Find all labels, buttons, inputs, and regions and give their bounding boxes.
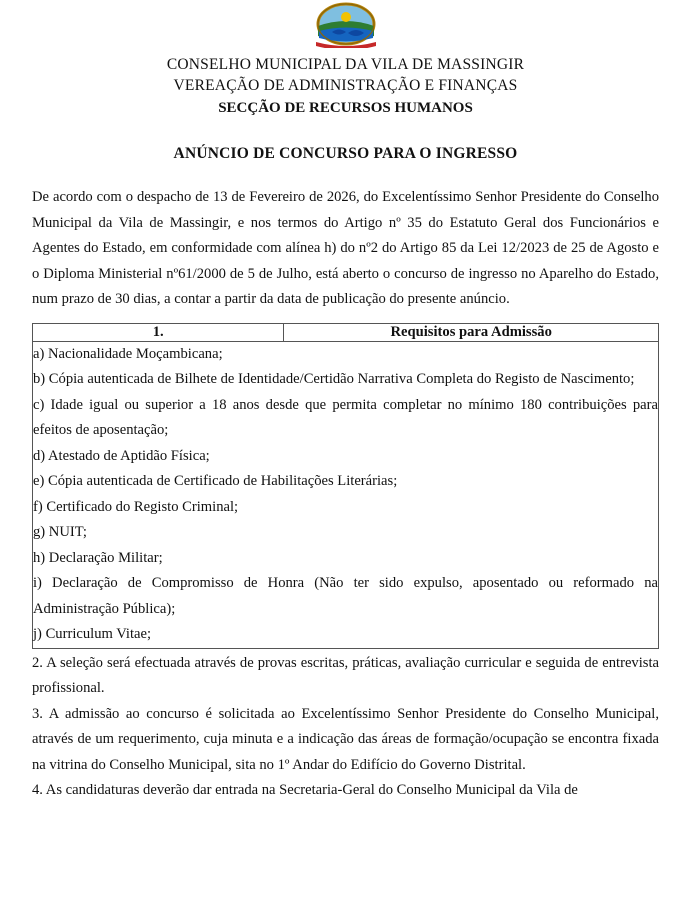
municipal-coat-of-arms-icon (310, 2, 382, 48)
requirements-table (32, 323, 659, 649)
header-line-department: VEREAÇÃO DE ADMINISTRAÇÃO E FINANÇAS (173, 77, 518, 94)
emblem-container (32, 0, 659, 48)
list-item: f) Certificado do Registo Criminal; (33, 498, 239, 515)
intro-paragraph: De acordo com o despacho de 13 de Fevereiro de 2026, do Excelentíssimo Senhor Presidente do Conselho Municipal da Vila de Massingir, e nos termos do Artigo nº 35 do Estatuto Geral dos Funcionários e Agentes do Estado, em conformidade com alínea h) do nº2 do Artigo 85 da Lei 12/2023 de 25 de Agosto e o Diploma Ministerial nº61/2000 de 5 de Julho, está aberto o concurso de ingresso no Aparelho do Estado, num prazo de 30 dias, a contar a partir da data de publicação do presente anúncio. (32, 189, 659, 307)
list-item: d) Atestado de Aptidão Física; (33, 447, 210, 464)
list-item: a) Nacionalidade Moçambicana; (33, 345, 223, 362)
header-line-section: SECÇÃO DE RECURSOS HUMANOS (218, 100, 473, 116)
table-header-row (33, 323, 659, 341)
list-item: h) Declaração Militar; (33, 549, 163, 566)
list-item: e) Cópia autenticada de Certificado de Habilitações Literárias; (33, 473, 398, 489)
list-item: j) Curriculum Vitae; (33, 626, 152, 642)
list-item: g) NUIT; (33, 524, 87, 540)
table-header-number: 1. (33, 323, 284, 341)
clauses-section (32, 651, 659, 804)
requirements-cell (33, 341, 659, 648)
page-title: ANÚNCIO DE CONCURSO PARA O INGRESSO (173, 145, 518, 162)
list-item: b) Cópia autenticada de Bilhete de Identidade/Certidão Narrativa Completa do Registo de Nascimento; (33, 371, 635, 387)
list-item: i) Declaração de Compromisso de Honra (Não ter sido expulso, aposentado ou reformado na Administração Pública); (33, 575, 658, 617)
table-header-title: Requisitos para Admissão (284, 323, 659, 341)
table-body-row (33, 341, 659, 648)
institution-header (32, 54, 659, 119)
header-line-council: CONSELHO MUNICIPAL DA VILA DE MASSINGIR (166, 56, 525, 73)
clause-paragraph: 2. A seleção será efectuada através de provas escritas, práticas, avaliação curricular e seguida de entrevista profissional. (32, 654, 659, 696)
list-item: c) Idade igual ou superior a 18 anos desde que permita completar no mínimo 180 contribuições para efeitos de aposentação; (33, 396, 658, 438)
clause-paragraph: 3. A admissão ao concurso é solicitada ao Excelentíssimo Senhor Presidente do Conselho Municipal, através de um requerimento, cuja minuta e a indicação das áreas de formação/ocupação se encontra fixada na vitrina do Conselho Municipal, sita no 1º Andar do Edifício do Governo Distrital. (32, 705, 659, 773)
clause-paragraph: 4. As candidaturas deverão dar entrada na Secretaria-Geral do Conselho Municipal da Vila de (32, 782, 578, 798)
